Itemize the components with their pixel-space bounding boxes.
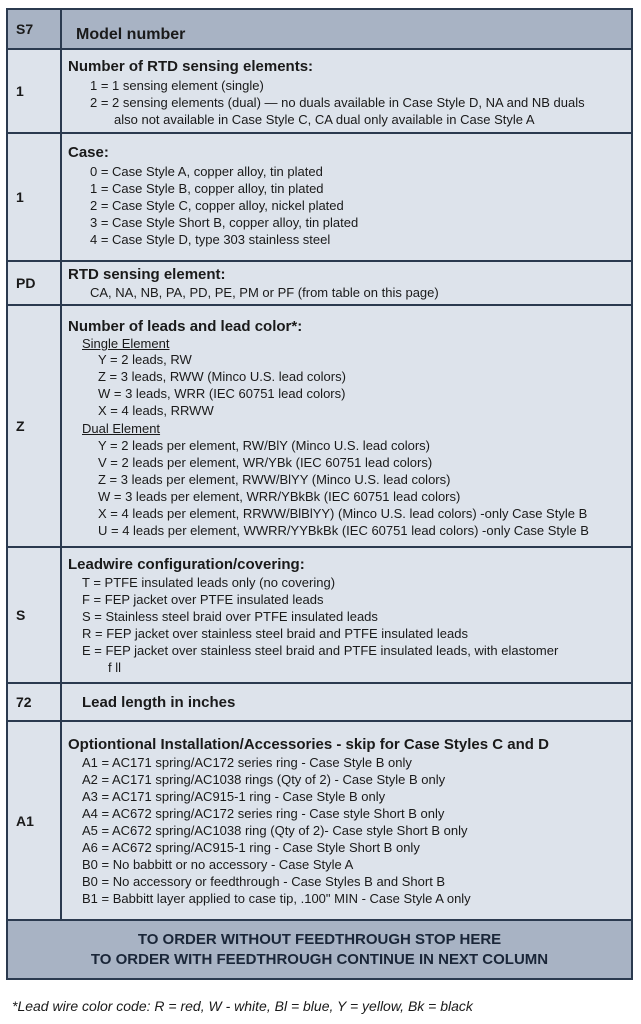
option-line: F = FEP jacket over PTFE insulated leads <box>82 592 324 607</box>
option-line: W = 3 leads per element, WRR/YBkBk (IEC 60751 lead colors) <box>98 489 461 504</box>
option-line: 1 = Case Style B, copper alloy, tin plated <box>90 181 324 196</box>
header-code: S7 <box>8 10 62 48</box>
option-line: B0 = No babbitt or no accessory - Case Style A <box>82 857 354 872</box>
row-heading: Leadwire configuration/covering: <box>68 556 305 573</box>
row-code: 1 <box>8 134 62 260</box>
option-line: 4 = Case Style D, type 303 stainless steel <box>90 232 331 247</box>
lead-color-footnote: *Lead wire color code: R = red, W - white, Bl = blue, Y = yellow, Bk = black <box>12 998 473 1014</box>
row-heading: Number of RTD sensing elements: <box>68 58 314 75</box>
option-line: U = 4 leads per element, WWRR/YYBkBk (IEC 60751 lead colors) -only Case Style B <box>98 523 589 538</box>
option-line: R = FEP jacket over stainless steel braid and PTFE insulated leads <box>82 626 468 641</box>
option-line: S = Stainless steel braid over PTFE insulated leads <box>82 609 378 624</box>
option-line: T = PTFE insulated leads only (no covering) <box>82 575 336 590</box>
option-line: 2 = 2 sensing elements (dual) — no duals available in Case Style D, NA and NB duals <box>90 95 585 110</box>
order-instructions-banner <box>8 921 631 978</box>
row-code: S <box>8 548 62 682</box>
row-code: PD <box>8 262 62 304</box>
row-case <box>8 134 631 262</box>
option-line: Z = 3 leads per element, RWW/BlYY (Minco U.S. lead colors) <box>98 472 451 487</box>
option-line: B0 = No accessory or feedthrough - Case Styles B and Short B <box>82 874 446 889</box>
option-line: X = 4 leads per element, RRWW/BlBlYY) (Minco U.S. lead colors) -only Case Style B <box>98 506 588 521</box>
row-code: Z <box>8 306 62 546</box>
option-line: CA, NA, NB, PA, PD, PE, PM or PF (from table on this page) <box>90 285 439 300</box>
row-code: 1 <box>8 50 62 132</box>
row-heading: RTD sensing element: <box>68 266 226 283</box>
option-line: 1 = 1 sensing element (single) <box>90 78 264 93</box>
single-element-label: Single Element <box>82 336 170 351</box>
row-heading: Number of leads and lead color*: <box>68 318 303 335</box>
row-leadwire-configuration <box>8 548 631 684</box>
row-leads <box>8 306 631 548</box>
header-title: Model number <box>76 26 186 43</box>
row-code: 72 <box>8 684 62 720</box>
option-line: f ll <box>108 660 121 675</box>
option-line: E = FEP jacket over stainless steel braid and PTFE insulated leads, with elastomer <box>82 643 559 658</box>
option-line: Y = 2 leads, RW <box>98 352 192 367</box>
option-line: A6 = AC672 spring/AC915-1 ring - Case Style Short B only <box>82 840 420 855</box>
option-line: V = 2 leads per element, WR/YBk (IEC 60751 lead colors) <box>98 455 433 470</box>
row-lead-length <box>8 684 631 722</box>
table-header-row <box>8 10 631 50</box>
option-line: also not available in Case Style C, CA dual only available in Case Style A <box>114 112 535 127</box>
row-rtd-sensing-element <box>8 262 631 306</box>
option-line: A1 = AC171 spring/AC172 series ring - Case Style B only <box>82 755 412 770</box>
order-instruction-line: TO ORDER WITH FEEDTHROUGH CONTINUE IN NEXT COLUMN <box>90 950 549 968</box>
option-line: B1 = Babbitt layer applied to case tip, .100" MIN - Case Style A only <box>82 891 471 906</box>
option-line: A3 = AC171 spring/AC915-1 ring - Case Style B only <box>82 789 386 804</box>
dual-element-label: Dual Element <box>82 421 161 436</box>
row-heading: Case: <box>68 144 109 161</box>
row-code: A1 <box>8 722 62 919</box>
option-line: Y = 2 leads per element, RW/BlY (Minco U.S. lead colors) <box>98 438 431 453</box>
option-line: A2 = AC171 spring/AC1038 rings (Qty of 2) - Case Style B only <box>82 772 446 787</box>
option-line: 3 = Case Style Short B, copper alloy, tin plated <box>90 215 359 230</box>
order-instruction-line: TO ORDER WITHOUT FEEDTHROUGH STOP HERE <box>137 930 502 948</box>
option-line: X = 4 leads, RRWW <box>98 403 214 418</box>
row-heading: Lead length in inches <box>82 694 236 711</box>
option-line: W = 3 leads, WRR (IEC 60751 lead colors) <box>98 386 346 401</box>
option-line: 2 = Case Style C, copper alloy, nickel plated <box>90 198 344 213</box>
option-line: A5 = AC672 spring/AC1038 ring (Qty of 2)- Case style Short B only <box>82 823 468 838</box>
row-heading: Optiontional Installation/Accessories - skip for Case Styles C and D <box>68 736 549 753</box>
model-number-table <box>6 8 633 980</box>
option-line: Z = 3 leads, RWW (Minco U.S. lead colors) <box>98 369 346 384</box>
row-accessories <box>8 722 631 921</box>
option-line: 0 = Case Style A, copper alloy, tin plated <box>90 164 323 179</box>
option-line: A4 = AC672 spring/AC172 series ring - Case style Short B only <box>82 806 445 821</box>
row-rtd-elements <box>8 50 631 134</box>
